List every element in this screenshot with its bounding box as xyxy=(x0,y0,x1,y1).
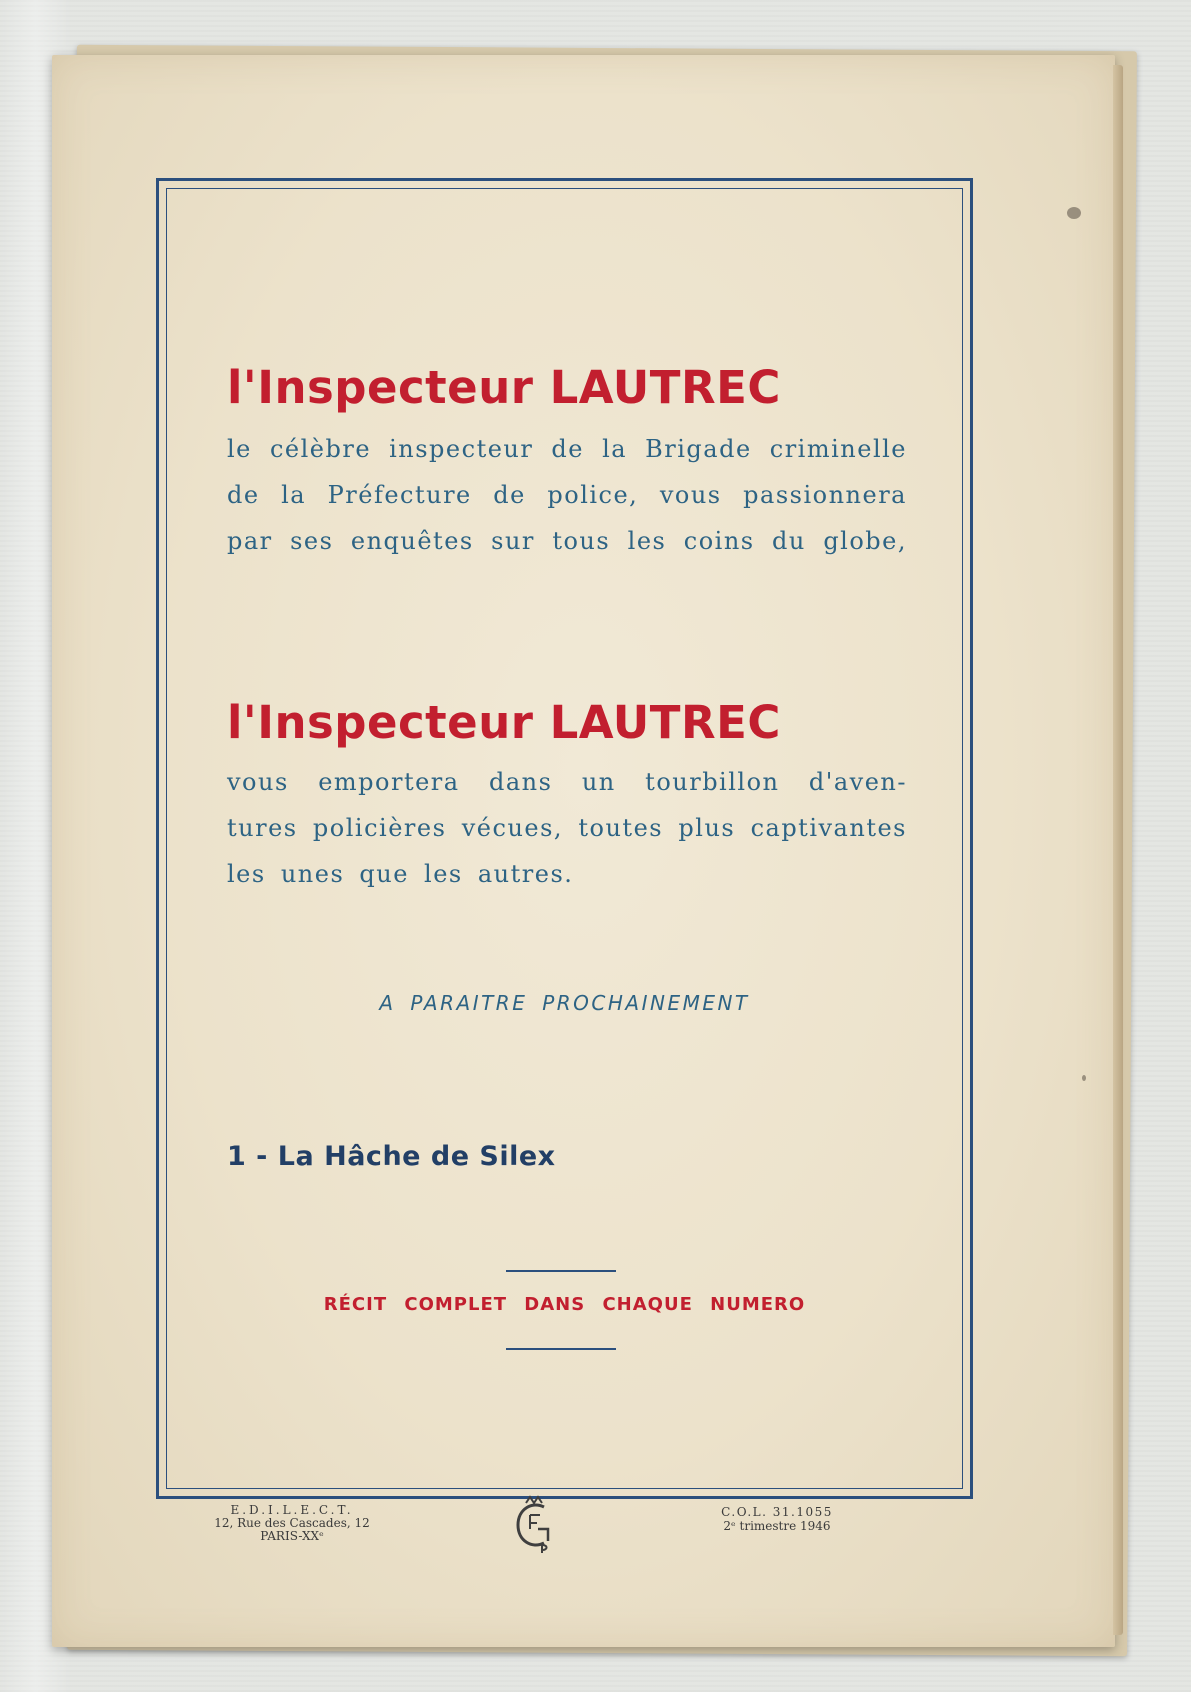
paragraph-line: les unes que les autres. xyxy=(227,860,574,888)
coming-soon-announcement: A PARAITRE PROCHAINEMENT xyxy=(379,991,750,1015)
divider-line xyxy=(506,1270,616,1272)
paper-stain xyxy=(1067,207,1081,219)
second-paragraph xyxy=(227,759,907,897)
publisher-address: 12, Rue des Cascades, 12 xyxy=(214,1516,370,1530)
ad-content xyxy=(159,181,970,1496)
double-border-frame xyxy=(156,178,973,1499)
publisher-city: PARIS-XXᵉ xyxy=(260,1529,324,1543)
headline-title: l'Inspecteur LAUTREC xyxy=(227,361,781,414)
publisher-name: E.D.I.L.E.C.T. xyxy=(230,1503,354,1517)
headline-title: l'Inspecteur LAUTREC xyxy=(227,696,781,749)
publication-date: 2ᵉ trimestre 1946 xyxy=(723,1519,831,1533)
paragraph-line: de la Préfecture de police, vous passionnera xyxy=(227,481,907,509)
page-edge xyxy=(1113,65,1123,1635)
tagline: RÉCIT COMPLET DANS CHAQUE NUMERO xyxy=(323,1294,806,1315)
paragraph-line: le célèbre inspecteur de la Brigade criminelle xyxy=(227,435,907,463)
divider-line xyxy=(506,1348,616,1350)
registration-code: C.O.L. 31.1055 xyxy=(721,1505,833,1519)
paragraph-line: par ses enquêtes sur tous les coins du globe, xyxy=(227,527,907,555)
publisher-monogram-icon xyxy=(504,1493,564,1557)
paragraph-line: tures policières vécues, toutes plus captivantes xyxy=(227,814,907,842)
booklet-back-cover xyxy=(52,55,1115,1647)
intro-paragraph xyxy=(227,426,907,564)
registration-info xyxy=(707,1505,847,1533)
paper-stain xyxy=(1082,1075,1086,1081)
paragraph-line: vous emportera dans un tourbillon d'aven- xyxy=(227,768,907,796)
issue-title: 1 - La Hâche de Silex xyxy=(227,1141,556,1172)
publisher-imprint xyxy=(192,1504,392,1543)
